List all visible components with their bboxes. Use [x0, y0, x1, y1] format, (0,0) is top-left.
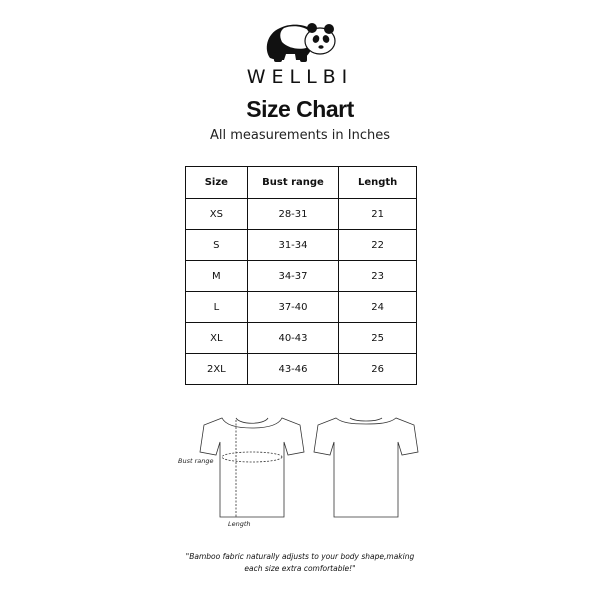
cell-length: 23 [339, 261, 417, 292]
footnote-line-1: "Bamboo fabric naturally adjusts to your body shape,making [185, 552, 415, 561]
size-table [185, 166, 417, 385]
bust-range-label: Bust range [178, 457, 214, 465]
cell-size: L [186, 292, 248, 323]
cell-bust: 40-43 [247, 323, 339, 354]
panda-icon [262, 14, 338, 64]
length-label: Length [228, 520, 251, 528]
cell-size: S [186, 230, 248, 261]
header-size: Size [186, 167, 248, 199]
cell-bust: 28-31 [247, 199, 339, 230]
header-length: Length [339, 167, 417, 199]
cell-bust: 34-37 [247, 261, 339, 292]
page-title: Size Chart [246, 96, 354, 122]
tshirt-front-icon [200, 418, 304, 517]
cell-length: 22 [339, 230, 417, 261]
table-row [186, 230, 417, 261]
cell-length: 25 [339, 323, 417, 354]
table-row [186, 199, 417, 230]
table-row [186, 261, 417, 292]
header-bust-range: Bust range [247, 167, 339, 199]
tshirt-back-icon [314, 418, 418, 517]
cell-length: 21 [339, 199, 417, 230]
cell-size: M [186, 261, 248, 292]
cell-bust: 37-40 [247, 292, 339, 323]
tshirt-illustration [170, 412, 430, 532]
cell-bust: 31-34 [247, 230, 339, 261]
cell-bust: 43-46 [247, 354, 339, 385]
brand-name: WELLBI [246, 66, 354, 88]
table-row [186, 323, 417, 354]
cell-length: 26 [339, 354, 417, 385]
cell-length: 24 [339, 292, 417, 323]
cell-size: XS [186, 199, 248, 230]
footnote [0, 551, 600, 575]
table-row [186, 354, 417, 385]
cell-size: XL [186, 323, 248, 354]
footnote-line-2: each size extra comfortable!" [244, 564, 356, 573]
cell-size: 2XL [186, 354, 248, 385]
page-subtitle: All measurements in Inches [209, 128, 391, 143]
table-header-row [186, 167, 417, 199]
table-row [186, 292, 417, 323]
